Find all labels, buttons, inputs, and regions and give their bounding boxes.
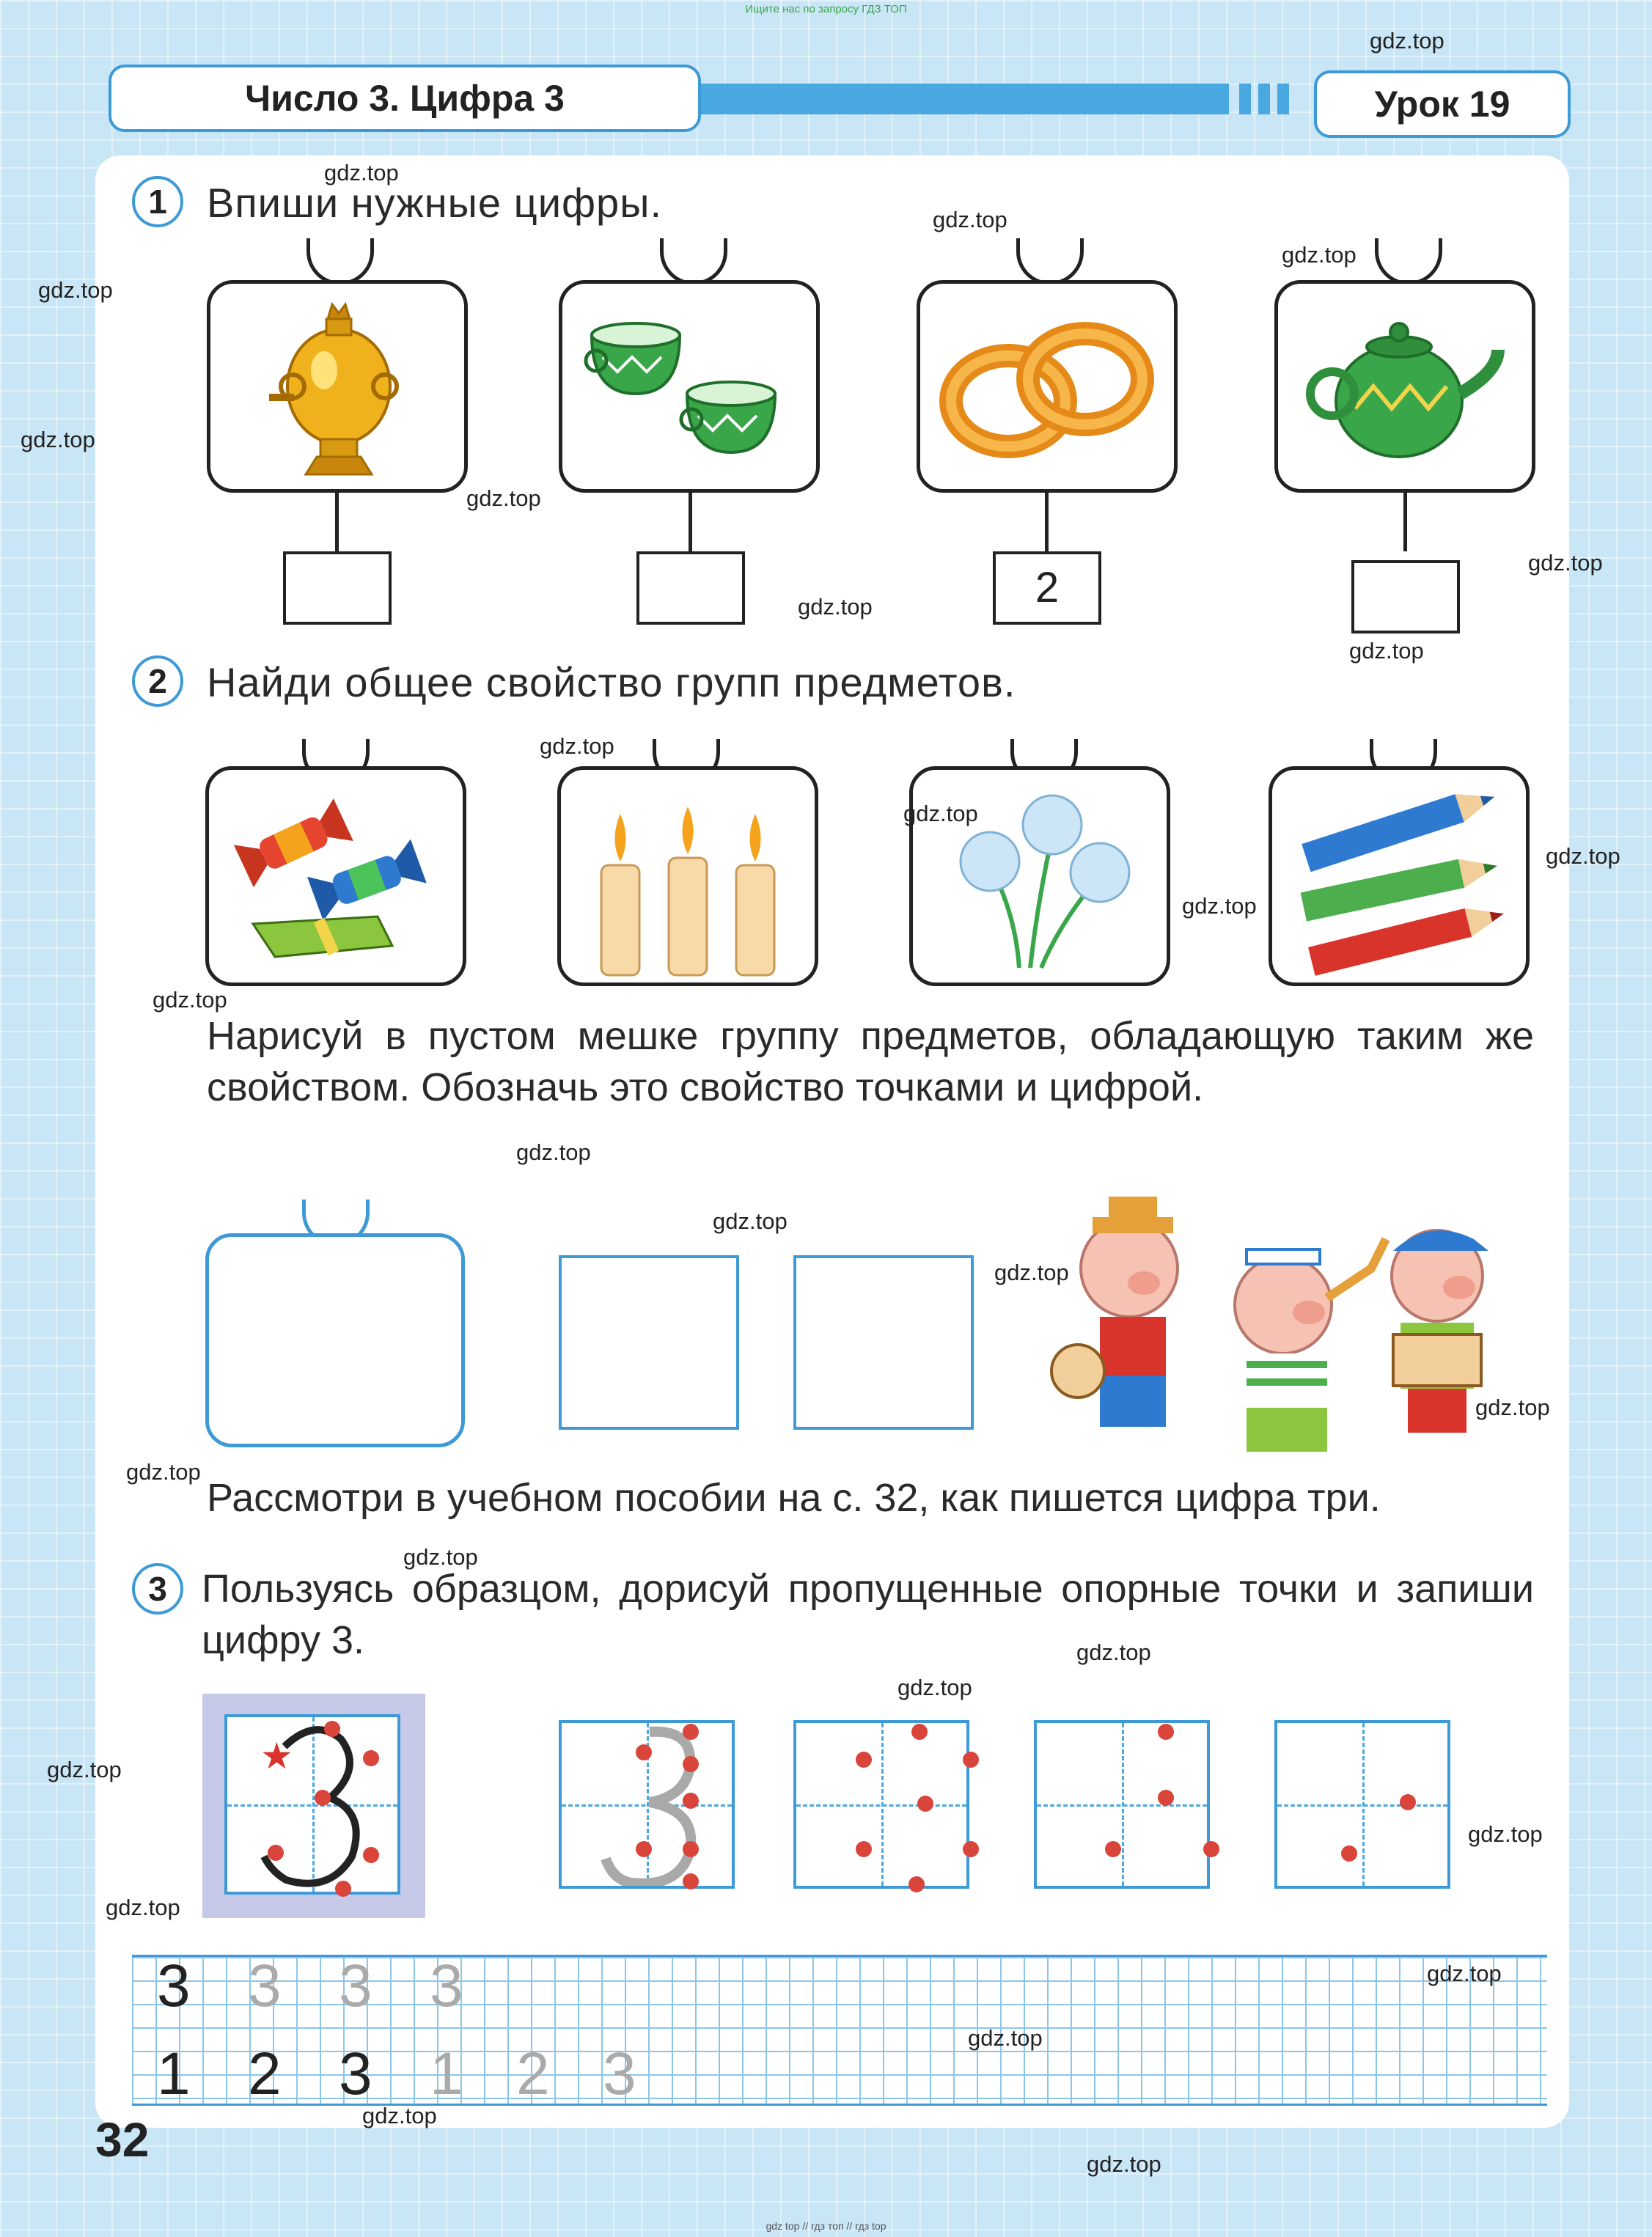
teacups-icon [562, 284, 816, 489]
task3-text: Пользуясь образцом, дорисуй пропущенные опорные точки и запиши цифру 3. [202, 1567, 1534, 1662]
watermark: gdz.top [466, 485, 541, 511]
stem [1403, 493, 1407, 551]
task2-instruction: Нарисуй в пустом мешке группу предметов, обладающую таким же свойством. Обозначь это свойство точками и цифрой. [207, 1014, 1534, 1109]
copy-digit: 1 [157, 2041, 191, 2107]
task2-note: Рассмотри в учебном пособии на с. 32, как пишется цифра три. [207, 1476, 1381, 1520]
watermark: gdz.top [1528, 550, 1603, 576]
watermark: gdz.top [38, 277, 113, 303]
watermark: gdz.top [798, 594, 873, 620]
answer-box[interactable]: 2 [993, 551, 1101, 625]
watermark: gdz.top [1475, 1395, 1550, 1420]
watermark: gdz.top [403, 1544, 478, 1570]
copy-digit: 3 [339, 1953, 372, 2019]
watermark: gdz.top [126, 1459, 201, 1485]
sample-digit-three [227, 1717, 397, 1892]
watermark: gdz.top [1087, 2151, 1161, 2177]
watermark: gdz.top [897, 1675, 972, 1700]
watermark: gdz.top [933, 207, 1007, 232]
watermark: gdz.top [21, 427, 95, 452]
watermark: gdz.top [1076, 1639, 1151, 1665]
stem [689, 493, 692, 551]
watermark: gdz.top [968, 2025, 1043, 2051]
copy-digit: 2 [248, 2041, 282, 2107]
bag-pencils [1269, 766, 1530, 986]
answer-box[interactable] [283, 551, 392, 625]
copy-digit: 3 [157, 1953, 191, 2019]
copy-digit: 2 [516, 2041, 550, 2107]
watermark: gdz.top [1182, 893, 1257, 919]
watermark: gdz.top [903, 801, 978, 826]
pretzels-icon [920, 284, 1174, 489]
task3-number: 3 [132, 1563, 183, 1615]
copy-digit: 3 [603, 2041, 636, 2107]
watermark: gdz.top [1370, 28, 1444, 54]
watermark: gdz.top [540, 733, 614, 759]
task2-text: Найди общее свойство групп предметов. [207, 659, 1016, 705]
candles-icon [561, 770, 815, 982]
bag-candies [205, 766, 466, 986]
practice-cell-1[interactable] [559, 1720, 735, 1889]
practice-cell-2[interactable] [793, 1720, 969, 1889]
watermark: gdz.top [362, 2103, 437, 2128]
candies-icon [209, 770, 463, 982]
lesson-label: Урок 19 [1314, 70, 1571, 138]
sample-cell [224, 1714, 400, 1895]
watermark: gdz.top [106, 1895, 180, 1920]
svg-text:★: ★ [260, 1735, 293, 1777]
page-number: 32 [95, 2112, 150, 2167]
copy-digit: 3 [339, 2041, 372, 2107]
watermark: gdz.top [1282, 242, 1357, 268]
answer-box[interactable] [1351, 560, 1460, 633]
watermark: gdz.top [1349, 638, 1424, 664]
task2-number: 2 [132, 655, 183, 707]
answer-box[interactable] [636, 551, 745, 625]
three-pigs-illustration [1049, 1188, 1510, 1474]
watermark: gdz.top [713, 1208, 788, 1234]
watermark: gdz.top [1546, 843, 1620, 869]
watermark: gdz.top [516, 1139, 591, 1165]
bag-dandelions [909, 766, 1170, 986]
pencils-icon [1272, 770, 1526, 982]
task1-number: 1 [132, 176, 183, 227]
watermark: gdz.top [994, 1260, 1069, 1285]
dots-box[interactable] [559, 1255, 739, 1430]
header-stripes [1239, 84, 1313, 114]
bag-samovar [207, 280, 468, 493]
bag-teapot [1274, 280, 1535, 493]
empty-bag[interactable] [205, 1233, 465, 1447]
watermark: gdz.top [1427, 1961, 1502, 1986]
bag-pretzels [917, 280, 1178, 493]
digit-box[interactable] [793, 1255, 974, 1430]
copy-digit: 1 [430, 2041, 463, 2107]
samovar-icon [210, 284, 464, 489]
teapot-icon [1278, 284, 1532, 489]
stem [335, 493, 339, 551]
watermark: gdz.top [153, 987, 227, 1013]
practice-cell-3[interactable] [1034, 1720, 1210, 1889]
bottom-note: gdz top // гдз топ // гдз top [766, 2220, 886, 2232]
bag-candles [557, 766, 818, 986]
copy-digit: 3 [248, 1953, 282, 2019]
practice-cell-4[interactable] [1274, 1720, 1450, 1889]
copy-digit: 3 [430, 1953, 463, 2019]
header-band [701, 84, 1229, 114]
watermark: gdz.top [47, 1757, 122, 1782]
page-title: Число 3. Цифра 3 [109, 65, 701, 132]
stem [1045, 493, 1049, 551]
watermark: gdz.top [324, 160, 399, 186]
bag-teacups [559, 280, 820, 493]
task1-text: Впиши нужные цифры. [207, 180, 662, 226]
top-note: Ищите нас по запросу ГДЗ ТОП [745, 3, 907, 15]
watermark: gdz.top [1468, 1821, 1543, 1847]
